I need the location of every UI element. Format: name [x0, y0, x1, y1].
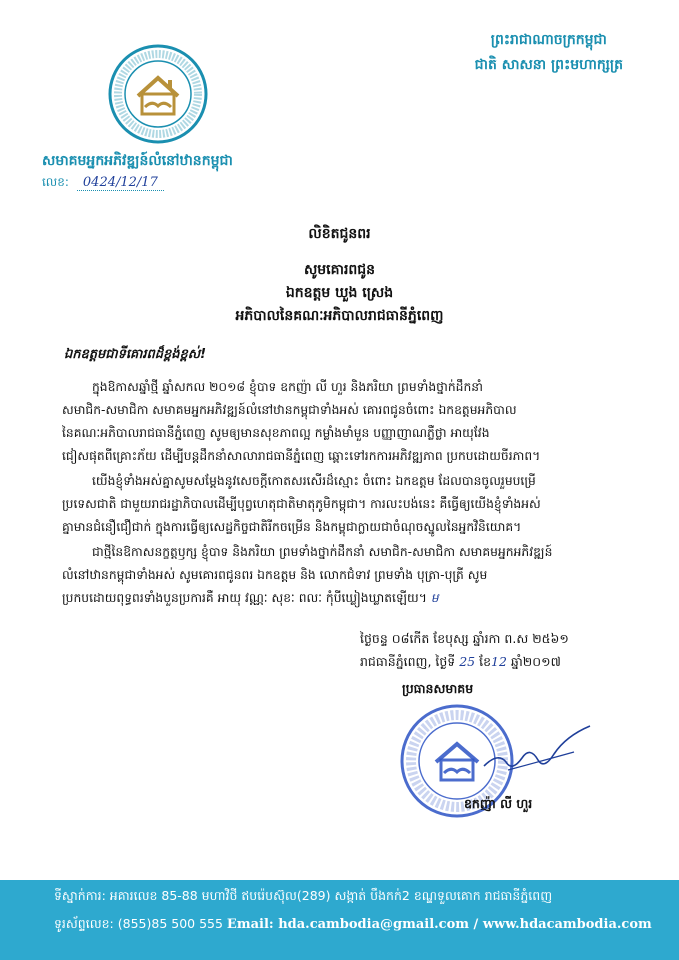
paragraph-line: យើងខ្ញុំទាំងអស់គ្នាសូមសម្តែងនូវសេចក្តីកោតសរសើរដ៏ស្មោះ ចំពោះ ឯកឧត្តម ដែលបានចូលរួមបម្រើ: [92, 474, 536, 488]
paragraph-2: [62, 470, 622, 539]
footer-contact: [54, 916, 652, 935]
footer-address: ទីស្នាក់ការ: អគារលេខ 85-88 មហាវិថី ឥបរ៉េបស៊ុល(289) សង្កាត់ បឹងកក់2 ខណ្ឌទួលគោក រាជធានីភ្នំពេញ: [54, 888, 553, 903]
national-motto: ជាតិ សាសនា ព្រះមហាក្សត្រ: [474, 57, 623, 73]
reference-label: លេខ:: [42, 175, 69, 189]
place-date: [360, 654, 561, 673]
paragraph-line: សមាជិក-សមាជិកា សមាគមអ្នកអភិវឌ្ឍន៍លំនៅឋានកម្ពុជាទាំងអស់ គោរពជូនចំពោះ ឯកឧត្តមអភិបាល: [62, 403, 517, 417]
salutation: ឯកឧត្តមជាទីគោរពដ៏ខ្ពង់ខ្ពស់!: [64, 347, 207, 362]
phone-number: (855)85 500 555: [117, 916, 223, 931]
signer-title: ប្រធានសមាគម: [402, 681, 474, 696]
paragraph-line: ជាថ្មីនៃឱកាសនក្ខត្តឫក្ស ខ្ញុំបាទ និងភរិយា ព្រមទាំងថ្នាក់ដឹកនាំ សមាជិក-សមាជិកា សមាគមអ្នកអភិវឌ្ឍន៍: [92, 545, 553, 559]
footer-bar: [0, 880, 679, 960]
signer-name: ឧកញ៉ា លី ហួរ: [464, 796, 533, 811]
recipient-name: ឯកឧត្តម ឃួង ស្រេង: [285, 285, 394, 301]
kingdom-name: ព្រះរាជាណាចក្រកម្ពុជា: [490, 32, 607, 48]
handwritten-signature: [478, 722, 598, 782]
date-month: 12: [491, 654, 507, 669]
association-logo: [108, 44, 208, 144]
respect-line: សូមគោរពជូន: [303, 262, 376, 278]
paragraph-3: [62, 541, 622, 610]
paragraph-line: នៃគណៈអភិបាលរាជធានីភ្នំពេញ សូមឲ្យមានសុខភាពល្អ កម្លាំងមាំមួន បញ្ញាញាណភ្លឺថ្លា អាយុវែង: [62, 426, 490, 440]
phone-label: ទូរស័ព្ទលេខ:: [54, 916, 114, 931]
recipient-title: អភិបាលនៃគណៈអភិបាលរាជធានីភ្នំពេញ: [235, 308, 444, 324]
reference-value: 0424/12/17: [77, 175, 164, 191]
email-and-website: Email: hda.cambodia@gmail.com / www.hdacambodia.com: [226, 917, 652, 932]
date-year: ឆ្នាំ២០១៧: [510, 654, 561, 669]
letter-type-title: លិខិតជូនពរ: [308, 226, 371, 242]
paragraph-line: ក្នុងឱកាសឆ្នាំថ្មី ឆ្នាំសកល ២០១៨ ខ្ញុំបាទ ឧកញ៉ា លី ហួរ និងភរិយា ព្រមទាំងថ្នាក់ដឹកនាំ: [92, 380, 483, 394]
paragraph-line: លំនៅឋានកម្ពុជាទាំងអស់ សូមគោរពជូនពរ ឯកឧត្តម និង លោកជំទាវ ព្រមទាំង បុត្រា-បុត្រី សូម: [62, 568, 488, 582]
place-date-prefix: រាជធានីភ្នំពេញ, ថ្ងៃទី: [360, 654, 456, 669]
organization-name: សមាគមអ្នកអភិវឌ្ឍន៍លំនៅឋានកម្ពុជា: [42, 153, 233, 169]
handwritten-mark: ម: [430, 591, 439, 605]
paragraph-line: ប្រទេសជាតិ ជាមួយរាជរដ្ឋាភិបាលដើម្បីបុព្វហេតុជាតិមាតុភូមិកម្ពុជា។ ការលះបង់នេះ គឺធ្វើឲ្យយើងខ្ញុំទាំងអស់: [62, 497, 541, 511]
lunar-date: ថ្ងៃចន្ទ ០៨កើត ខែបុស្ស ឆ្នាំរកា ព.ស ២៥៦១: [360, 631, 569, 646]
reference-number: [42, 174, 164, 192]
paragraph-line: ជៀសផុតពីគ្រោះភ័យ ដើម្បីបន្តដឹកនាំសាលារាជធានីភ្នំពេញ ឆ្ពោះទៅរកការអភិវឌ្ឍភាព ប្រកបដោយចីរភាព។: [62, 449, 541, 463]
paragraph-line: [62, 587, 622, 610]
date-month-label: ខែ: [479, 654, 492, 669]
date-day: 25: [459, 654, 476, 669]
paragraph-line: គ្នាមានជំនឿជឿជាក់ ក្នុងការធ្វើឲ្យសេដ្ឋកិច្ចជាតិរីកចម្រើន និងកម្ពុជាក្លាយជាចំណុចស្នូលនៃអ្នកវិនិយោគ។: [62, 520, 522, 534]
paragraph-line-text: ប្រកបដោយពុទ្ធពរទាំងបួនប្រការគឺ អាយុ វណ្ណៈ សុខៈ ពលៈ កុំបីឃ្លៀងឃ្លាតឡើយ។: [62, 591, 427, 605]
paragraph-1: [62, 376, 622, 468]
kingdom-header: [475, 30, 623, 76]
